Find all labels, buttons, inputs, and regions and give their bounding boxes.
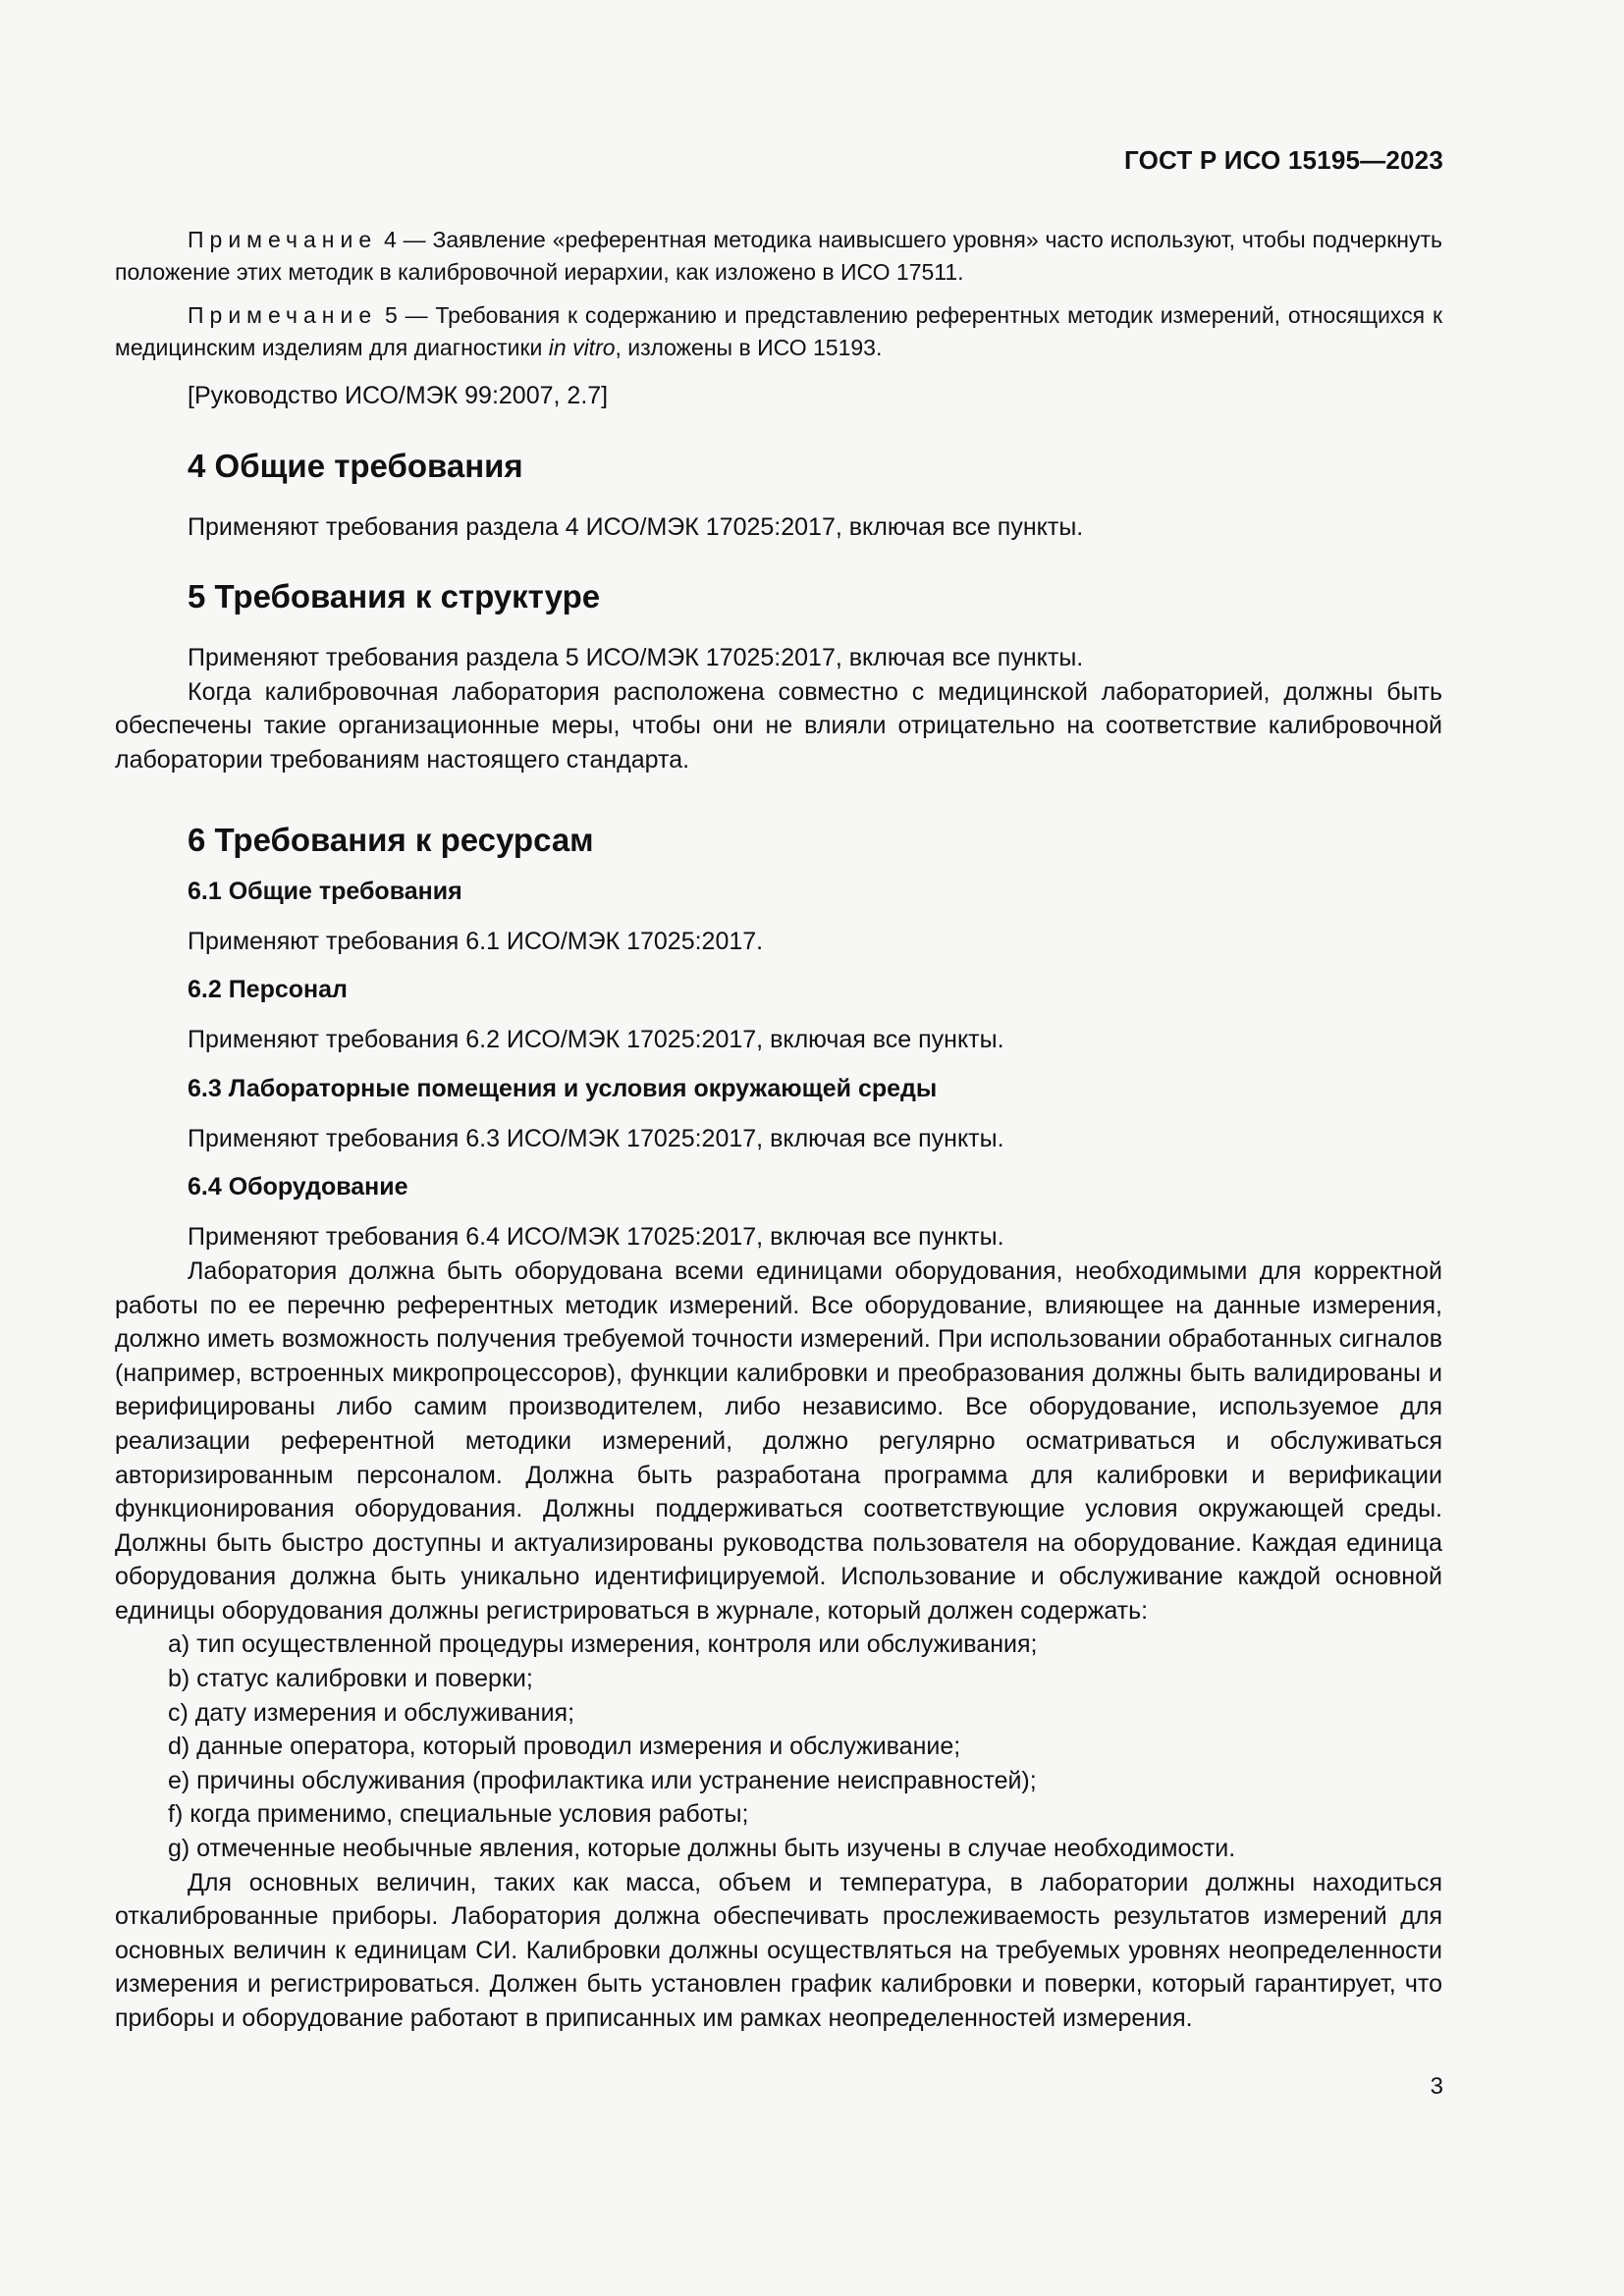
document-code-header: ГОСТ Р ИСО 15195—2023 xyxy=(1123,145,1443,175)
subsection-6-4-paragraph-2: Лаборатория должна быть оборудована всеми единицами оборудования, необходимыми для корректной работы по ее перечню референтных методик измерений. Все оборудование, влияющее на данные измерения, должно иметь возможность получения требуемой точности измерений. При использовании обработанных сигналов (например, встроенных микропроцессоров), функции калибровки и преобразования должны быть валидированы и верифицированы либо самим производителем, либо независимо. Все оборудование, используемое для реализации референтной методики измерений, должно регулярно осматриваться и обслуживаться авторизированным персоналом. Должна быть разработана программа для калибровки и верификации функционирования оборудования. Должны поддерживаться соответствующие условия окружающей среды. Должны быть быстро доступны и актуализированы руководства пользователя на оборудование. Каждая единица оборудования должна быть уникально идентифицируемой. Использование и обслуживание каждой основной единицы оборудования должны регистрироваться в журнале, который должен содержать: xyxy=(115,1256,1442,1625)
note-text: Заявление «референтная методика наивысшего уровня» часто используют, чтобы подчеркнуть положение этих методик в калибровочной иерархии, как изложено в ИСО 17511. xyxy=(115,227,1442,285)
list-item: g) отмеченные необычные явления, которые должны быть изучены в случае необходимости. xyxy=(168,1835,1236,1863)
subsection-6-3-heading: 6.3 Лабораторные помещения и условия окружающей среды xyxy=(188,1074,938,1102)
subsection-6-2-heading: 6.2 Персонал xyxy=(188,976,348,1004)
note-label: Примечание xyxy=(188,227,378,252)
subsection-6-4-paragraph-3: Для основных величин, таких как масса, объем и температура, в лаборатории должны находиться откалиброванные приборы. Лаборатория должна обеспечивать прослеживаемость результатов измерений для основных величин к единицам СИ. Калибровки должны осуществляться на требуемых уровнях неопределенности измерения и регистрироваться. Должен быть установлен график калибровки и поверки, который гарантирует, что приборы и оборудование работают в приписанных им рамках неопределенностей измерения. xyxy=(115,1868,1442,2032)
list-item: a) тип осуществленной процедуры измерения, контроля или обслуживания; xyxy=(168,1630,1038,1659)
subsection-6-1-paragraph: Применяют требования 6.1 ИСО/МЭК 17025:2017. xyxy=(188,927,764,955)
list-item: f) когда применимо, специальные условия работы; xyxy=(168,1800,749,1829)
list-item: b) статус калибровки и поверки; xyxy=(168,1665,533,1693)
section-5-paragraph-2: Когда калибровочная лаборатория расположена совместно с медицинской лабораторией, должны быть обеспечены такие организационные меры, чтобы они не влияли отрицательно на соответствие калибровочной лаборатории требованиям настоящего стандарта. xyxy=(115,677,1442,774)
section-5-paragraph-1: Применяют требования раздела 5 ИСО/МЭК 17025:2017, включая все пункты. xyxy=(188,644,1084,672)
subsection-6-4-heading: 6.4 Оборудование xyxy=(188,1173,408,1201)
subsection-6-2-paragraph: Применяют требования 6.2 ИСО/МЭК 17025:2017, включая все пункты. xyxy=(188,1026,1004,1054)
note-italic: in vitro xyxy=(548,335,616,360)
page-number: 3 xyxy=(1430,2073,1443,2100)
note-number: 4 — xyxy=(383,227,426,252)
section-4-paragraph: Применяют требования раздела 4 ИСО/МЭК 17025:2017, включая все пункты. xyxy=(188,512,1084,541)
section-5-heading: 5 Требования к структуре xyxy=(188,578,601,615)
section-4-heading: 4 Общие требования xyxy=(188,447,523,484)
subsection-6-1-heading: 6.1 Общие требования xyxy=(188,877,462,905)
list-item: d) данные оператора, который проводил измерения и обслуживание; xyxy=(168,1733,961,1761)
note-5 xyxy=(115,299,1442,364)
equipment-log-list xyxy=(115,1628,1442,1865)
subsection-6-3-paragraph: Применяют требования 6.3 ИСО/МЭК 17025:2017, включая все пункты. xyxy=(188,1124,1004,1152)
section-6-heading: 6 Требования к ресурсам xyxy=(188,821,594,858)
source-reference: [Руководство ИСО/МЭК 99:2007, 2.7] xyxy=(188,382,609,409)
note-text: Требования к содержанию и представлению референтных методик измерений, относящихся к медицинским изделиям для диагностики xyxy=(115,302,1443,360)
note-number: 5 — xyxy=(384,302,428,328)
list-item: c) дату измерения и обслуживания; xyxy=(168,1698,575,1727)
note-text-end: , изложены в ИСО 15193. xyxy=(615,335,883,360)
subsection-6-4-paragraph-1: Применяют требования 6.4 ИСО/МЭК 17025:2017, включая все пункты. xyxy=(188,1223,1004,1252)
note-4 xyxy=(115,224,1442,289)
note-label: Примечание xyxy=(188,302,378,328)
document-body xyxy=(115,224,1442,2036)
list-item: e) причины обслуживания (профилактика или устранение неисправностей); xyxy=(168,1766,1037,1794)
